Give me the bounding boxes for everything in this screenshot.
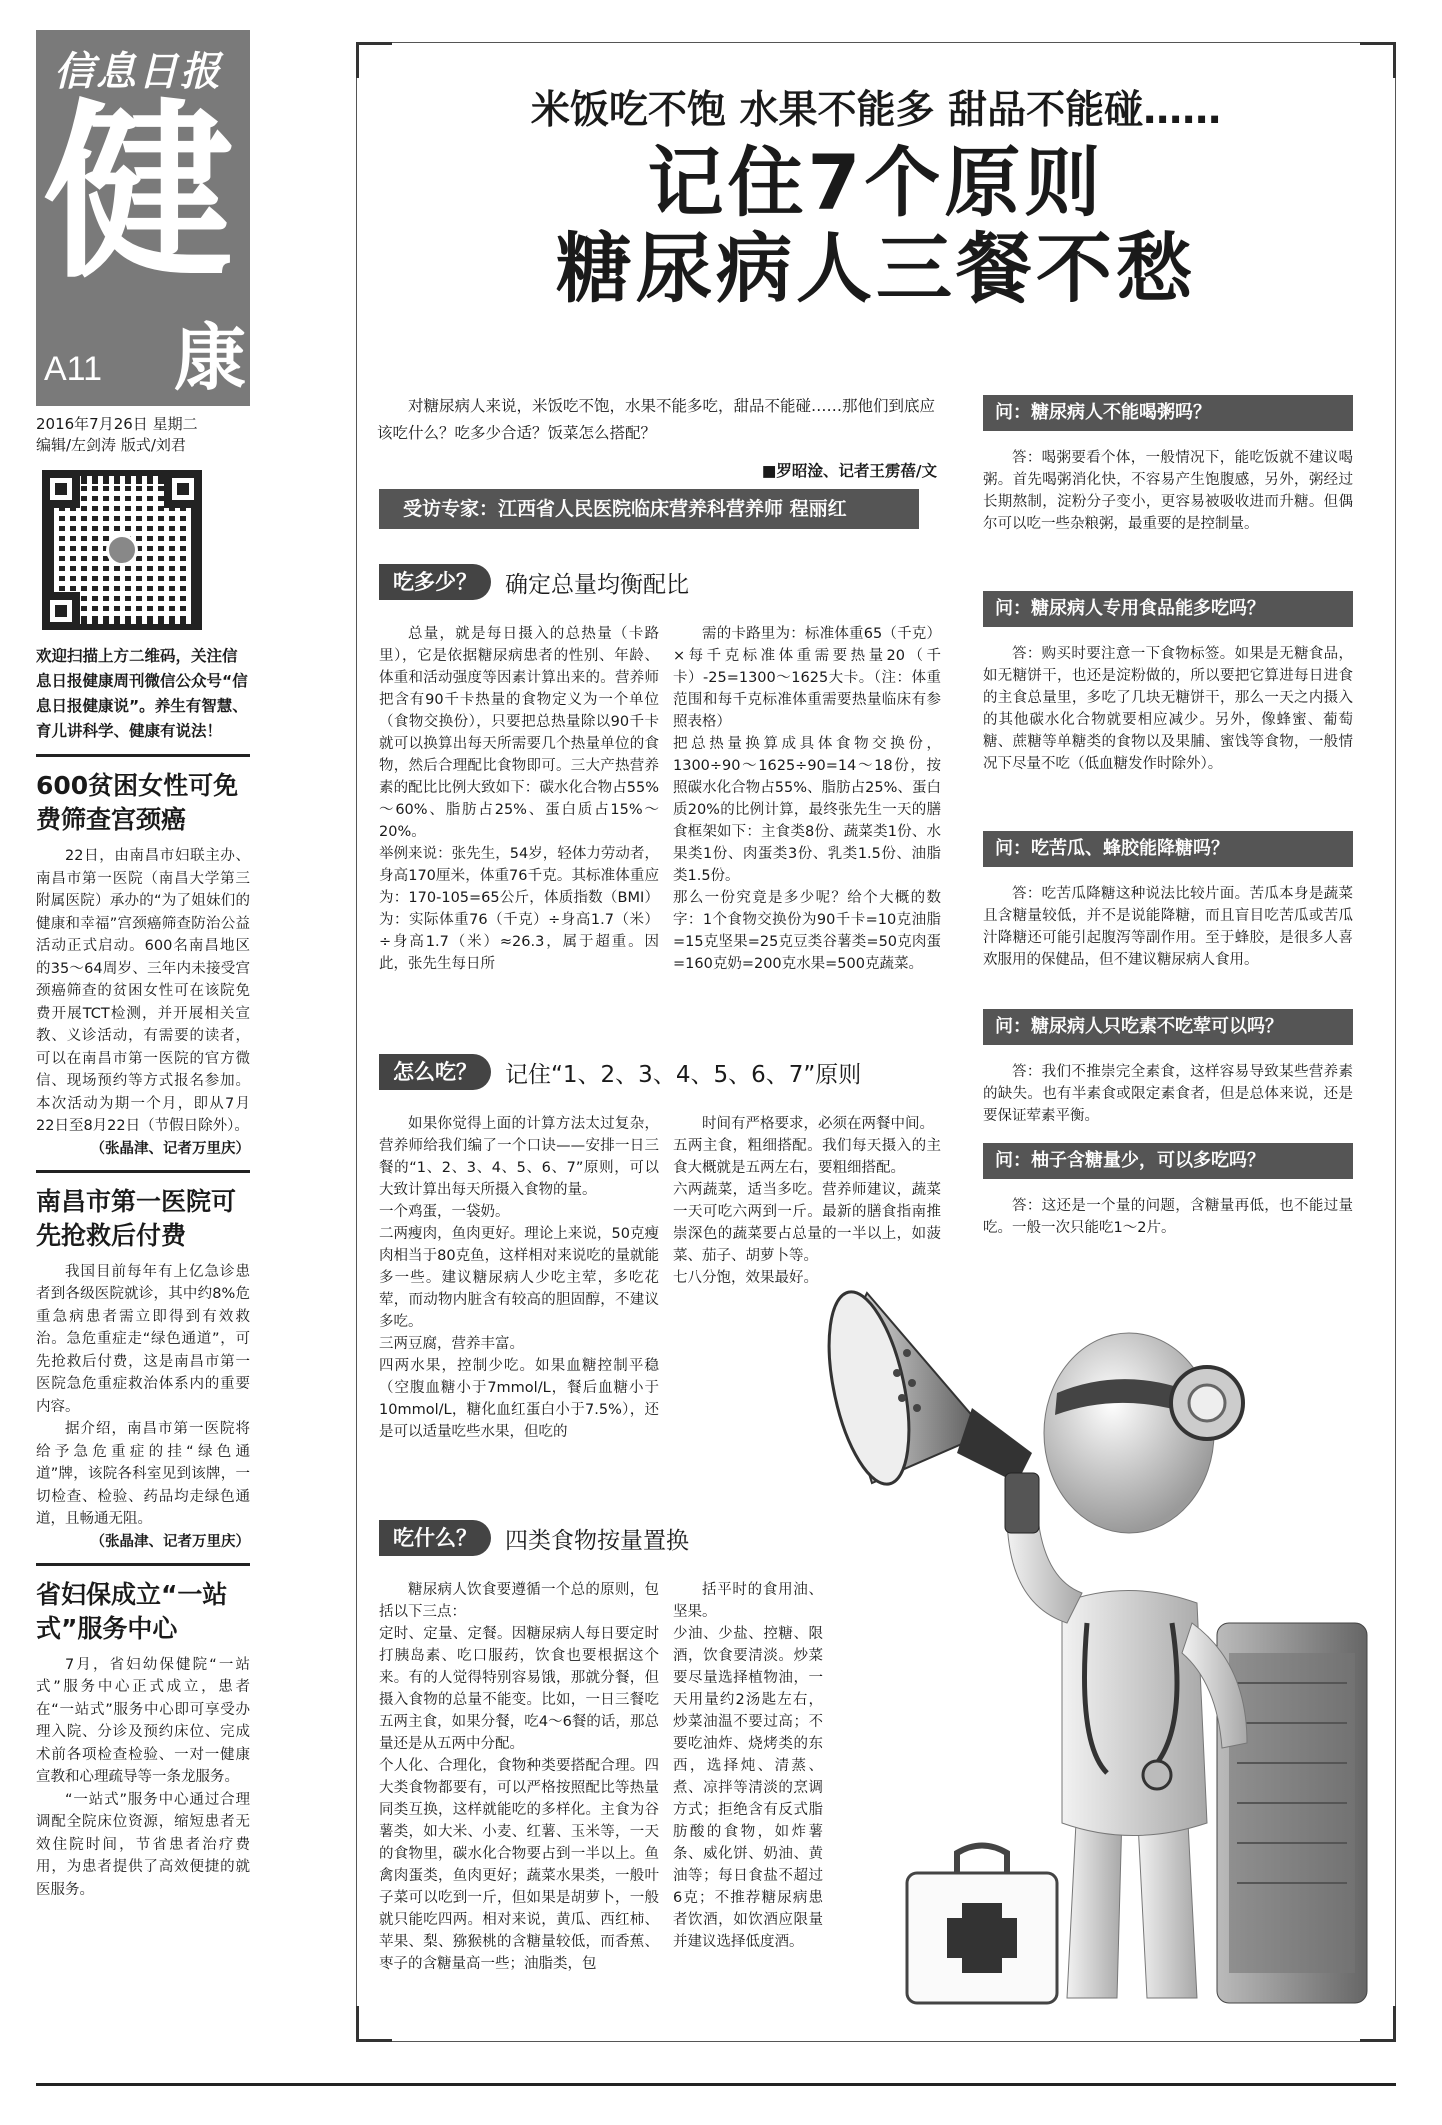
brief-paragraph: 我国目前每年有上亿急诊患者到各级医院就诊，其中约8%危重急病患者需立即得到有效救治。急危重症走“绿色通道”，可先抢救后付费，这是南昌市第一医院急危重症救治体系内的重要内容。 <box>36 1263 250 1415</box>
brief-paragraph: 据介绍，南昌市第一医院将给予急危重症的挂“绿色通道”牌，该院各科室见到该牌，一切检查、检验、药品均走绿色通道，且畅通无阻。 <box>36 1421 250 1527</box>
qa-question: 问：柚子含糖量少，可以多吃吗？ <box>983 1143 1353 1179</box>
section-masthead <box>36 30 250 406</box>
expert-banner: 受访专家：江西省人民医院临床营养科营养师 程丽红 <box>379 489 919 529</box>
page-number: A11 <box>44 350 102 388</box>
section-heading <box>379 1053 861 1091</box>
section-text-column: 总量，就是每日摄入的总热量（卡路里），它是依据糖尿病患者的性别、年龄、体重和活动强度等因素计算出来的。营养师把含有90千卡热量的食物定义为一个单位（食物交换份），只要把总热量除以90千卡就可以换算出每天所需要几个热量单位的食物，然后合理配比食物即可。三大产热营养素的配比比例大致如下：碳水化合物占55%～60%、脂肪占25%、蛋白质占15%～20%。 举例来说：张先生，54岁，轻体力劳动者，身高170厘米，体重76千克。其标准体重应为：170-105=65公斤，体质指数（BMI）为：实际体重76（千克）÷身高1.7（米）÷身高1.7（米）≈26.3，属于超重。因此，张先生每日所 <box>379 626 659 972</box>
page-bottom-rule <box>36 2083 1396 2086</box>
doctor-megaphone-illustration <box>777 1183 1377 2023</box>
section-tag: 吃什么？ <box>379 1520 491 1556</box>
sidebar <box>36 30 250 2075</box>
section-subtitle: 记住“1、2、3、4、5、6、7”原则 <box>505 1061 862 1088</box>
issue-date: 2016年7月26日 星期二 <box>36 415 198 433</box>
brief-headline: 南昌市第一医院可先抢救后付费 <box>36 1186 237 1250</box>
section-text-column: 如果你觉得上面的计算方法太过复杂，营养师给我们编了一个口诀——安排一日三餐的“1、2、3、4、5、6、7”原则，可以大致计算出每天所摄入食物的量。 一个鸡蛋，一袋奶。 二两瘦肉，鱼肉更好。理论上来说，50克瘦肉相当于80克鱼，这样相对来说吃的量就能多一些。建议糖尿病人少吃主荤，多吃花荤，而动物内脏含有较高的胆固醇，不建议多吃。 三两豆腐，营养丰富。 四两水果，控制少吃。如果血糖控制平稳（空腹血糖小于7mmol/L，餐后血糖小于10mmol/L，糖化血红蛋白小于7.5%），还是可以适量吃些水果，但吃的 <box>379 1116 659 1440</box>
article-kicker: 米饭吃不饱 水果不能多 甜品不能碰…… <box>530 88 1222 133</box>
qa-answer: 答：吃苦瓜降糖这种说法比较片面。苦瓜本身是蔬菜且含糖量较低，并不是说能降糖，而且盲目吃苦瓜或苦瓜汁降糖还可能引起腹泻等副作用。至于蜂胶，是很多人喜欢服用的保健品，但不建议糖尿病人食用。 <box>983 886 1353 968</box>
section-title-char-2: 康 <box>174 315 247 400</box>
section-subtitle: 四类食物按量置换 <box>505 1527 689 1554</box>
section-text-column: 时间有严格要求，必须在两餐中间。 五两主食，粗细搭配。我们每天摄入的主食大概就是五两左右，要粗细搭配。 六两蔬菜，适当多吃。营养师建议，蔬菜一天可吃六两到一斤。最新的膳食指南推崇深色的蔬菜要占总量的一半以上，如菠菜、茄子、胡萝卜等。 七八分饱，效果最好。 <box>673 1116 941 1286</box>
qa-question: 问：糖尿病人专用食品能多吃吗？ <box>983 591 1353 627</box>
section-tag: 怎么吃？ <box>379 1054 491 1090</box>
qa-answer: 答：喝粥要看个体，一般情况下，能吃饭就不建议喝粥。首先喝粥消化快，不容易产生饱腹感，另外，粥经过长期熬制，淀粉分子变小，更容易被吸收进而升糖。但偶尔可以吃一些杂粮粥，最重要的是控制量。 <box>983 450 1353 532</box>
article-byline: ■罗昭淦、记者王雳蓓/文 <box>761 462 937 480</box>
brief-headline: 600贫困女性可免费筛查宫颈癌 <box>36 771 239 834</box>
main-article <box>356 42 1396 2042</box>
section-text-column: 括平时的食用油、坚果。 少油、少盐、控糖、限酒，饮食要清淡。炒菜要尽量选择植物油，一天用量约2汤匙左右，炒菜油温不要过高；不要吃油炸、烧烤类的东西，选择炖、清蒸、煮、凉拌等清淡的烹调方式；拒绝含有反式脂肪酸的食物，如炸薯条、威化饼、奶油、黄油等；每日食盐不超过6克；不推荐糖尿病患者饮酒，如饮酒应限量并建议选择低度酒。 <box>673 1582 823 1950</box>
section-title-char-1: 健 <box>44 81 235 304</box>
brief-paragraph: “一站式”服务中心通过合理调配全院床位资源，缩短患者无效住院时间，节省患者治疗费用，为患者提供了高效便捷的就医服务。 <box>36 1791 250 1898</box>
section-heading <box>379 563 689 601</box>
article-headline-line-2: 糖尿病人三餐不愁 <box>556 224 1196 313</box>
brief-paragraph: 22日，由南昌市妇联主办、南昌市第一医院（南昌大学第三附属医院）承办的“为了姐妹们的健康和幸福”宫颈癌筛查防治公益活动正式启动。600名南昌地区的35～64周岁、三年内未接受宫颈癌筛查的贫困女性可在该院免费开展TCT检测，并开展相关宣教、义诊活动，有需要的读者，可以在南昌市第一医院的官方微信、现场预约等方式报名参加。本次活动为期一个月，即从7月22日至8月22日（节假日除外）。 <box>36 848 250 1134</box>
editor-credits: 编辑/左剑涛 版式/刘君 <box>36 436 186 454</box>
wechat-promo: 欢迎扫描上方二维码，关注信息日报健康周刊微信公众号“信息日报健康说”。养生有智慧、育儿讲科学、健康有说法！ <box>36 647 248 740</box>
brief-credit: （张晶津、记者万里庆） <box>90 1140 250 1157</box>
qa-question: 问：糖尿病人只吃素不吃荤可以吗？ <box>983 1009 1353 1045</box>
qr-code-icon[interactable] <box>42 470 202 630</box>
section-text-column: 糖尿病人饮食要遵循一个总的原则，包括以下三点： 定时、定量、定餐。因糖尿病人每日要定时打胰岛素、吃口服药，饮食也要根据这个来。有的人觉得特别容易饿，那就分餐，但摄入食物的总量不能变。比如，一日三餐吃五两主食，如果分餐，吃4～6餐的话，那总量还是从五两中分配。 个人化、合理化，食物种类要搭配合理。四大类食物都要有，可以严格按照配比等热量同类互换，这样就能吃的多样化。主食为谷薯类，如大米、小麦、红薯、玉米等，一天的食物里，碳水化合物要占到一半以上。鱼禽肉蛋类，鱼肉更好；蔬菜水果类，一般叶子菜可以吃到一斤，但如果是胡萝卜，一般就只能吃四两。相对来说，黄瓜、西红柿、苹果、梨、猕猴桃的含糖量较低，而香蕉、枣子的含糖量高一些；油脂类，包 <box>379 1582 659 1972</box>
section-heading <box>379 1519 689 1557</box>
brief-paragraph: 7月，省妇幼保健院“一站式”服务中心正式成立，患者在“一站式”服务中心即可享受办理入院、分诊及预约床位、完成术前各项检查检验、一对一健康宣教和心理疏导等一条龙服务。 <box>36 1656 250 1785</box>
paper-logo: 信息日报 <box>54 48 222 95</box>
qa-answer: 答：我们不推崇完全素食，这样容易导致某些营养素的缺失。也有半素食或限定素食者，但是总体来说，还是要保证荤素平衡。 <box>983 1064 1353 1124</box>
section-tag: 吃多少？ <box>379 564 491 600</box>
brief-credit: （张晶津、记者万里庆） <box>90 1533 250 1550</box>
qa-question: 问：吃苦瓜、蜂胶能降糖吗？ <box>983 831 1353 867</box>
article-headline-line-1: 记住7个原则 <box>647 138 1105 227</box>
article-intro: 对糖尿病人来说，米饭吃不饱，水果不能多吃，甜品不能碰……那他们到底应该吃什么？吃多少合适？饭菜怎么搭配？ <box>377 397 936 442</box>
qa-answer: 答：这还是一个量的问题，含糖量再低，也不能过量吃。一般一次只能吃1～2片。 <box>983 1198 1353 1236</box>
section-subtitle: 确定总量均衡配比 <box>505 571 689 598</box>
qa-answer: 答：购买时要注意一下食物标签。如果是无糖食品，如无糖饼干，也还是淀粉做的，所以要把它算进每日进食的主食总量里，多吃了几块无糖饼干，那么一天之内摄入的其他碳水化合物就要相应减少。另外，像蜂蜜、葡萄糖、蔗糖等单糖类的食物以及果脯、蜜饯等食物，一般情况下尽量不吃（低血糖发作时除外）。 <box>983 646 1353 772</box>
brief-headline: 省妇保成立“一站式”服务中心 <box>36 1579 228 1643</box>
qa-question: 问：糖尿病人不能喝粥吗？ <box>983 395 1353 431</box>
section-text-column: 需的卡路里为：标准体重65（千克）×每千克标准体重需要热量20（千卡）-25=1300～1625大卡。（注：体重范围和每千克标准体重需要热量临床有参照表格） 把总热量换算成具体食物交换份，1300÷90～1625÷90=14～18份，按照碳水化合物占55%、脂肪占25%、蛋白质20%的比例计算，最终张先生一天的膳食框架如下：主食类8份、蔬菜类1份、水果类1份、肉蛋类3份、乳类1.5份、油脂类1.5份。 那么一份究竟是多少呢？给个大概的数字：1个食物交换份为90千卡=10克油脂=15克坚果=25克豆类谷薯类=50克肉蛋=160克奶=200克水果=500克蔬菜。 <box>673 626 941 972</box>
